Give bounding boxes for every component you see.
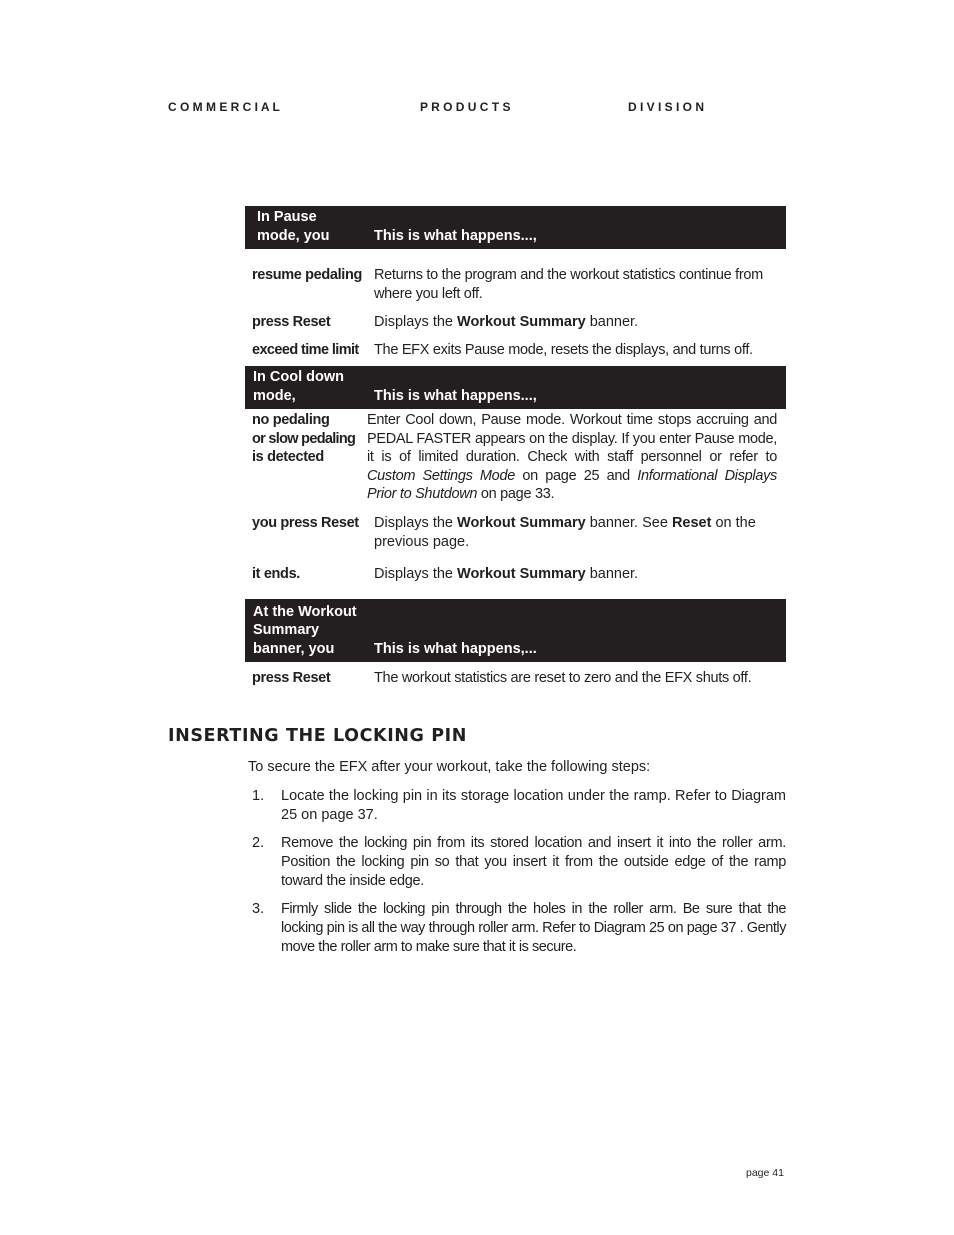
row-condition: press Reset bbox=[252, 314, 331, 330]
row-condition: press Reset bbox=[252, 670, 331, 686]
header-condition: In Cool down mode, bbox=[253, 369, 345, 404]
header-result: This is what happens,... bbox=[374, 640, 537, 657]
step-text: Locate the locking pin in its storage location under the ramp. Refer to Diagram 25 on page 37. bbox=[281, 788, 786, 823]
running-head-division: D I V I S I O N bbox=[628, 100, 705, 114]
page-number: page 41 bbox=[746, 1167, 784, 1179]
workout-summary-table bbox=[245, 599, 786, 694]
row-condition: no pedaling or slow pedaling is detected bbox=[252, 412, 356, 465]
row-condition: exceed time limit bbox=[252, 342, 359, 358]
table-header bbox=[245, 599, 786, 662]
row-result: The EFX exits Pause mode, resets the displays, and turns off. bbox=[374, 342, 753, 358]
step-number: 1. bbox=[252, 788, 265, 804]
step-text: Firmly slide the locking pin through the holes in the roller arm. Be sure that the locking pin is all the way through roller arm. Refer to Diagram 25 on page 37 . Gently move the roller arm to make sure that it is secure. bbox=[281, 901, 786, 955]
row-result: The workout statistics are reset to zero and the EFX shuts off. bbox=[374, 670, 752, 686]
section-title: INSERTING THE LOCKING PIN bbox=[168, 726, 467, 746]
step-text: Remove the locking pin from its stored location and insert it into the roller arm. Position the locking pin so that you insert it from the outside edge of the ramp toward the inside edge. bbox=[281, 835, 786, 889]
row-result: Displays the Workout Summary banner. See Reset on the previous page. bbox=[374, 515, 756, 550]
row-condition: resume pedaling bbox=[252, 267, 362, 283]
header-condition: In Pause mode, you bbox=[257, 209, 330, 244]
step-number: 3. bbox=[252, 901, 265, 917]
running-head-commercial: C O M M E R C I A L bbox=[168, 100, 280, 114]
table-header bbox=[245, 206, 786, 249]
row-result: Enter Cool down, Pause mode. Workout time stops accruing and PEDAL FASTER appears on the display. If you enter Pause mode, it is of limited duration. Check with staff personnel or refer to Custom Settings Mode on page 25 and Informational Displays Prior to Shutdown on page 33. bbox=[367, 412, 777, 502]
step-number: 2. bbox=[252, 835, 265, 851]
row-result: Displays the Workout Summary banner. bbox=[374, 314, 639, 330]
header-result: This is what happens..., bbox=[374, 227, 537, 244]
pause-mode-table bbox=[245, 206, 786, 366]
row-result: Displays the Workout Summary banner. bbox=[374, 566, 639, 582]
section-intro: To secure the EFX after your workout, take the following steps: bbox=[248, 759, 651, 775]
row-condition: it ends. bbox=[252, 566, 300, 582]
cool-down-table bbox=[245, 366, 786, 596]
running-head-products: P R O D U C T S bbox=[420, 100, 511, 114]
row-result: Returns to the program and the workout statistics continue from where you left off. bbox=[374, 267, 763, 302]
header-result: This is what happens..., bbox=[374, 387, 537, 404]
running-head bbox=[168, 100, 790, 114]
table-header bbox=[245, 366, 786, 409]
row-condition: you press Reset bbox=[252, 515, 359, 531]
header-condition: At the Workout Summary banner, you bbox=[253, 603, 357, 657]
